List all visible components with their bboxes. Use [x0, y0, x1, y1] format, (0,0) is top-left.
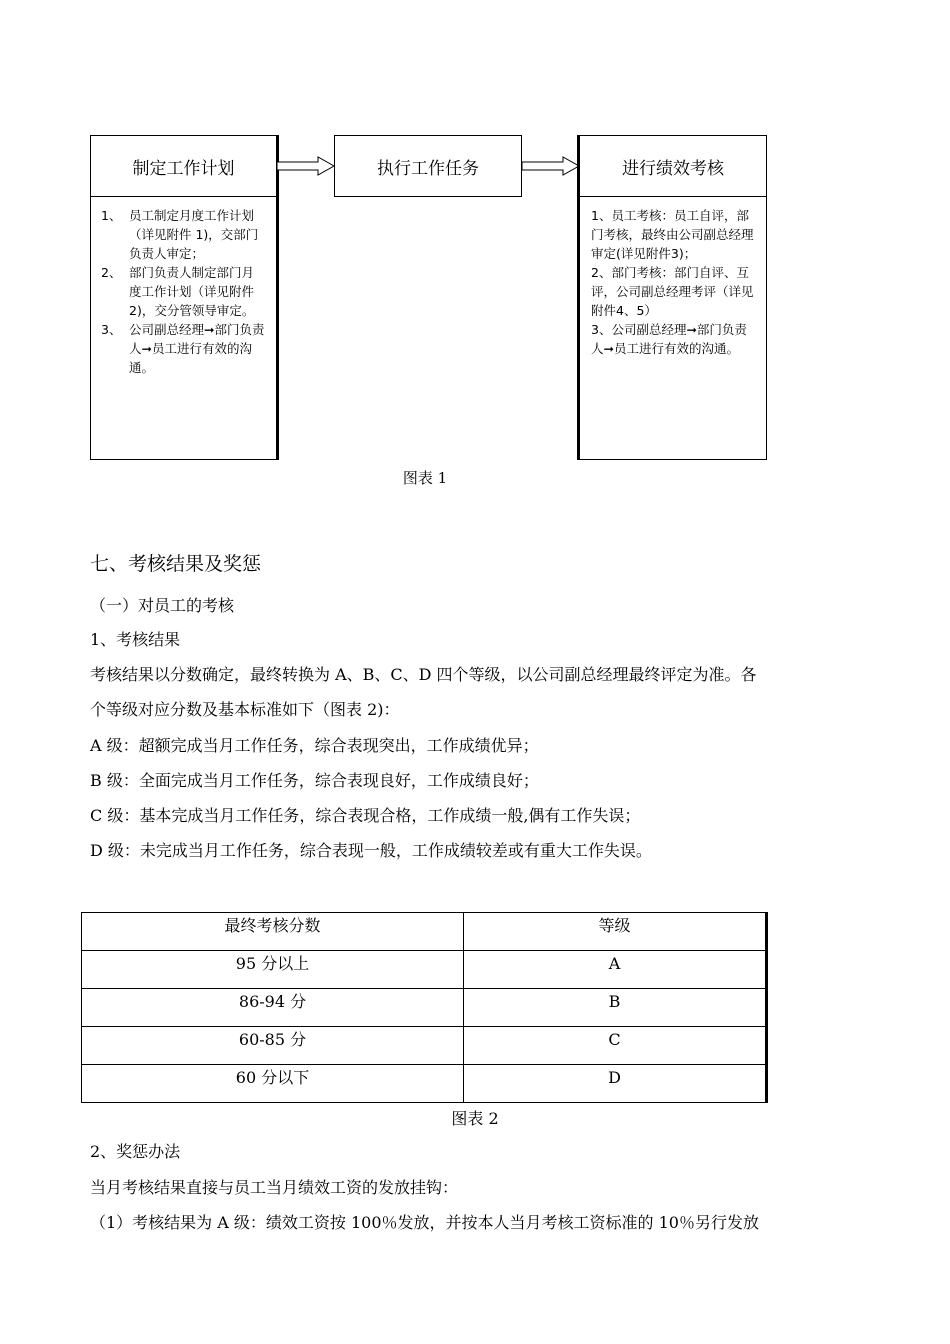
- grade-table: [81, 912, 766, 1103]
- grade-d-description: D 级：未完成当月工作任务，综合表现一般，工作成绩较差或有重大工作失误。: [90, 841, 652, 860]
- table-cell-grade: B: [464, 989, 766, 1027]
- step1-detail-box: [90, 196, 277, 460]
- table-row: [82, 989, 766, 1027]
- table-header-cell: 等级: [464, 913, 766, 951]
- table-row: [82, 951, 766, 989]
- table-cell-score: 95 分以上: [82, 951, 464, 989]
- rewards-heading: 2、奖惩办法: [90, 1142, 181, 1161]
- step1-item-text: 员工制定月度工作计划（详见附件 1)，交部门负责人审定；: [129, 208, 259, 261]
- subsection-item-heading: 1、考核结果: [90, 630, 181, 649]
- flow-arrow-icon: [521, 155, 581, 177]
- table-header-cell: 最终考核分数: [82, 913, 464, 951]
- subsection-heading: （一）对员工的考核: [90, 596, 235, 615]
- figure2-caption: 图表 2: [451, 1109, 499, 1128]
- step1-item-text: 公司副总经理➞部门负责人➞员工进行有效的沟通。: [129, 322, 265, 375]
- step3-item: 3、公司副总经理➞部门负责人➞员工进行有效的沟通。: [591, 322, 747, 356]
- table-cell-score: 86-94 分: [82, 989, 464, 1027]
- table-row: [82, 1065, 766, 1103]
- step3-detail-box: [579, 196, 767, 460]
- section-heading: 七、考核结果及奖惩: [90, 553, 262, 575]
- table-cell-score: 60 分以下: [82, 1065, 464, 1103]
- rewards-paragraph-line: （1）考核结果为 A 级：绩效工资按 100％发放，并按本人当月考核工资标准的 10％另行发放: [90, 1213, 759, 1232]
- grade-c-description: C 级：基本完成当月工作任务，综合表现合格，工作成绩一般,偶有工作失误；: [90, 806, 641, 825]
- step1-title-box: [90, 135, 277, 197]
- step3-item: 2、部门考核：部门自评、互评，公司副总经理考评（详见附件4、5）: [591, 265, 754, 318]
- intro-paragraph-line: 考核结果以分数确定，最终转换为 A、B、C、D 四个等级，以公司副总经理最终评定为准。各: [90, 665, 757, 684]
- step1-item-number: 3、: [101, 322, 122, 337]
- step1-item-number: 2、: [101, 265, 122, 280]
- grade-a-description: A 级：超额完成当月工作任务，综合表现突出，工作成绩优异；: [90, 736, 539, 755]
- step2-title: 执行工作任务: [377, 158, 479, 179]
- table-cell-grade: C: [464, 1027, 766, 1065]
- table-cell-score: 60-85 分: [82, 1027, 464, 1065]
- table-cell-grade: D: [464, 1065, 766, 1103]
- step1-item: [91, 320, 276, 377]
- rewards-paragraph-line: 当月考核结果直接与员工当月绩效工资的发放挂钩：: [90, 1178, 459, 1197]
- table-cell-grade: A: [464, 951, 766, 989]
- step1-item-text: 部门负责人制定部门月度工作计划（详见附件 2)，交分管领导审定。: [129, 265, 255, 318]
- step3-item: 1、员工考核：员工自评，部门考核，最终由公司副总经理审定(详见附件3)；: [591, 208, 754, 261]
- step1-item: [91, 206, 276, 263]
- table-row: [82, 1027, 766, 1065]
- flow-arrow-icon: [276, 155, 336, 177]
- step3-title-box: [579, 135, 767, 197]
- intro-paragraph-line: 个等级对应分数及基本标准如下（图表 2)：: [90, 700, 400, 719]
- step2-title-box: [334, 135, 522, 197]
- step1-item: [91, 263, 276, 320]
- step1-item-number: 1、: [101, 208, 122, 223]
- table-header-row: [82, 913, 766, 951]
- figure1-caption: 图表 1: [402, 469, 448, 487]
- grade-b-description: B 级：全面完成当月工作任务，综合表现良好，工作成绩良好；: [90, 771, 539, 790]
- step3-title: 进行绩效考核: [622, 158, 724, 179]
- step1-title: 制定工作计划: [132, 158, 235, 179]
